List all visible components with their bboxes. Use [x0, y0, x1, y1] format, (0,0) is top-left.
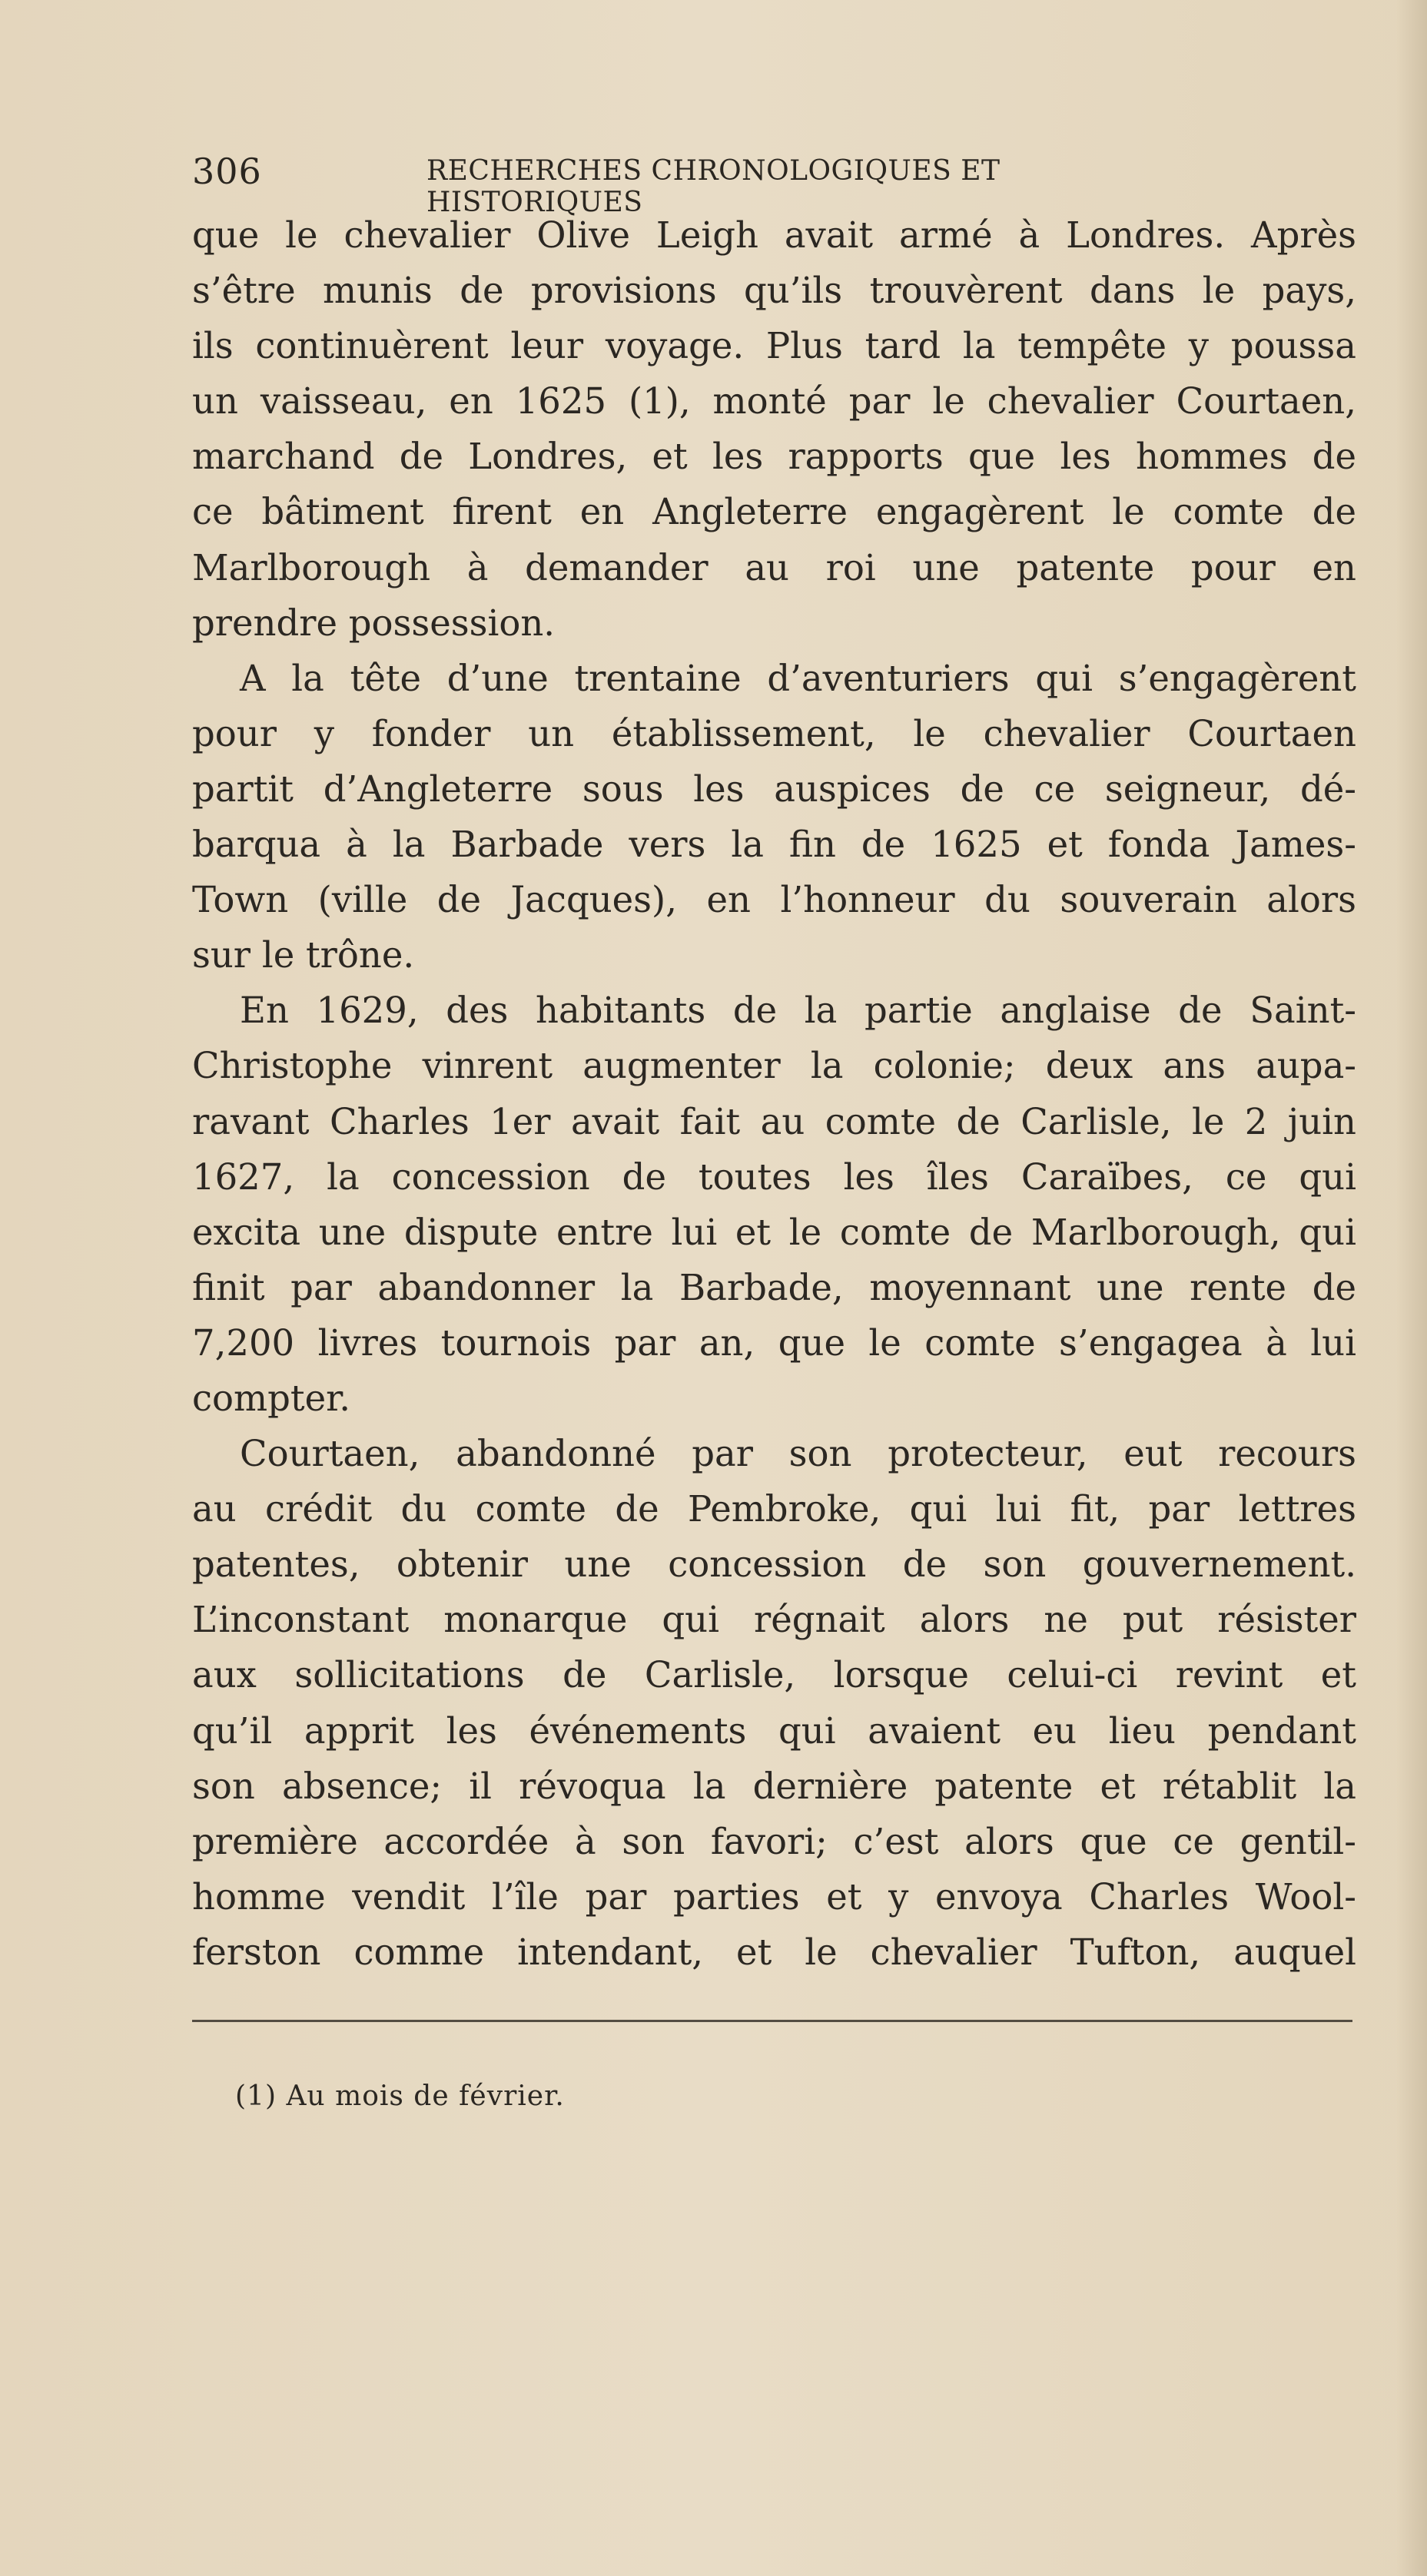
text-line: excita une dispute entre lui et le comte de Marlborough, qui: [192, 1211, 1356, 1253]
text-line: patentes, obtenir une concession de son gouvernement.: [192, 1543, 1356, 1586]
text-line: L’inconstant monarque qui régnait alors ne put résister: [192, 1599, 1356, 1641]
text-line: première accordée à son favori; c’est alors que ce gentil-: [192, 1820, 1356, 1862]
text-line: Christophe vinrent augmenter la colonie; deux ans aupa-: [192, 1045, 1356, 1087]
text-line: barqua à la Barbade vers la fin de 1625 et fonda James-: [192, 824, 1356, 866]
text-line: ils continuèrent leur voyage. Plus tard la tempête y poussa: [192, 325, 1356, 367]
text-line: compter.: [192, 1377, 351, 1419]
text-line: prendre possession.: [192, 602, 556, 644]
text-line: Marlborough à demander au roi une patente pour en: [192, 546, 1356, 588]
text-line: 7,200 livres tournois par an, que le comte s’engagea à lui: [192, 1321, 1356, 1364]
text-line: En 1629, des habitants de la partie anglaise de Saint-: [240, 990, 1356, 1032]
text-line: s’être munis de provisions qu’ils trouvèrent dans le pays,: [192, 270, 1356, 312]
text-line: pour y fonder un établissement, le chevalier Courtaen: [192, 712, 1356, 754]
body-text: [192, 207, 1356, 1980]
running-title: RECHERCHES CHRONOLOGIQUES ET HISTORIQUES: [426, 155, 1001, 218]
footnote-rule: [192, 2020, 1352, 2022]
text-line: sur le trône.: [192, 934, 415, 976]
text-line: Courtaen, abandonné par son protecteur, eut recours: [240, 1433, 1356, 1475]
text-line: Town (ville de Jacques), en l’honneur du souverain alors: [192, 879, 1356, 921]
text-line: 1627, la concession de toutes les îles Caraïbes, ce qui: [192, 1155, 1356, 1198]
footnote: (1) Au mois de février.: [235, 2080, 565, 2112]
text-line: A la tête d’une trentaine d’aventuriers qui s’engagèrent: [240, 657, 1356, 699]
text-line: finit par abandonner la Barbade, moyennant une rente de: [192, 1266, 1356, 1308]
text-line: au crédit du comte de Pembroke, qui lui fit, par lettres: [192, 1488, 1356, 1530]
text-line: marchand de Londres, et les rapports que les hommes de: [192, 436, 1356, 478]
text-line: un vaisseau, en 1625 (1), monté par le chevalier Courtaen,: [192, 380, 1356, 423]
text-line: ravant Charles 1er avait fait au comte de Carlisle, le 2 juin: [192, 1100, 1356, 1142]
text-line: ce bâtiment firent en Angleterre engagèrent le comte de: [192, 491, 1356, 533]
text-line: partit d’Angleterre sous les auspices de ce seigneur, dé-: [192, 767, 1356, 810]
text-line: que le chevalier Olive Leigh avait armé à Londres. Après: [192, 214, 1356, 256]
text-line: qu’il apprit les événements qui avaient eu lieu pendant: [192, 1709, 1356, 1752]
text-line: aux sollicitations de Carlisle, lorsque celui-ci revint et: [192, 1654, 1356, 1696]
text-line: homme vendit l’île par parties et y envoya Charles Wool-: [192, 1875, 1356, 1918]
page-header: [192, 151, 1191, 218]
text-line: ferston comme intendant, et le chevalier Tufton, auquel: [192, 1931, 1356, 1973]
text-line: son absence; il révoqua la dernière patente et rétablit la: [192, 1765, 1356, 1807]
page-number: 306: [192, 151, 262, 192]
